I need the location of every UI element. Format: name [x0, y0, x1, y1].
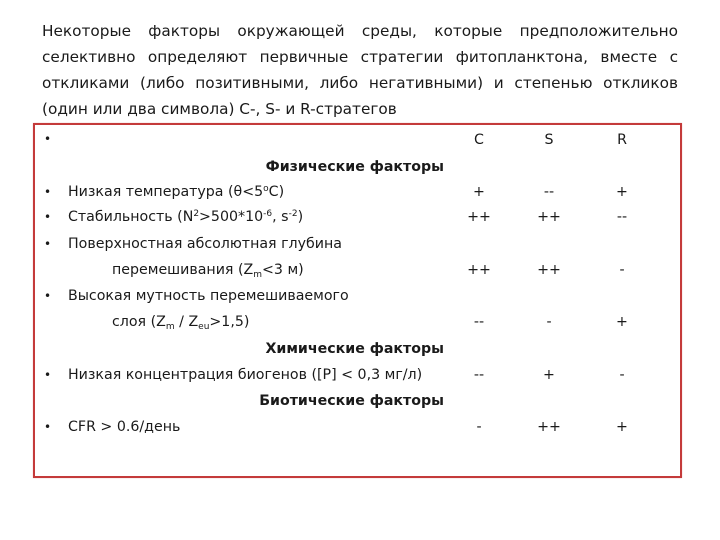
value-low-temperature-c: + — [473, 184, 485, 200]
bullet: • — [44, 289, 52, 303]
row-label-mixing-depth-line2: перемешивания ($Z_m<3$ м) — [112, 262, 304, 280]
bullet: • — [44, 420, 52, 434]
value-cfr-s: ++ — [537, 419, 561, 435]
value-low-temperature-s: -- — [543, 184, 555, 200]
value-turbidity-s: - — [546, 314, 552, 330]
value-stability-s: ++ — [537, 209, 561, 225]
bullet: • — [44, 237, 52, 251]
row-label-mixing-depth-line1: Поверхностная абсолютная глубина — [68, 236, 342, 252]
column-header-c: C — [474, 132, 484, 148]
value-turbidity-c: -- — [473, 314, 485, 330]
value-low-nutrients-c: -- — [473, 367, 485, 383]
value-stability-c: ++ — [467, 209, 491, 225]
slide-title: Некоторые факторы окружающей среды, которые предположительно селективно определяют первичные стратегии фитопланктона, вместе с откликами (либо позитивными, либо негативными) и степенью откликов (один или два символа) С-, S- и R-стратегов — [42, 22, 678, 118]
bullet: • — [44, 132, 52, 146]
heading-chemical-factors: Химические факторы — [265, 341, 444, 357]
row-label-cfr: CFR > 0.6/день — [68, 419, 181, 435]
heading-biotic-factors: Биотические факторы — [259, 393, 444, 409]
value-mixing-depth-r: - — [619, 262, 625, 278]
row-label-stability: Стабильность ($N^2>500*10^{-6}$, $s^{-2}$) — [68, 209, 304, 225]
value-mixing-depth-c: ++ — [467, 262, 491, 278]
value-turbidity-r: + — [616, 314, 628, 330]
value-mixing-depth-s: ++ — [537, 262, 561, 278]
bullet: • — [44, 185, 52, 199]
value-low-nutrients-s: + — [543, 367, 555, 383]
value-cfr-c: - — [476, 419, 482, 435]
row-label-turbidity-line2: слоя $(Z_m / Z_{eu}>1,5)$ — [112, 314, 250, 332]
column-header-r: R — [617, 132, 627, 148]
bullet: • — [44, 368, 52, 382]
row-label-low-temperature: Низкая температура $(\theta<5^oC)$ — [68, 184, 285, 200]
heading-physical-factors: Физические факторы — [265, 159, 444, 175]
value-low-temperature-r: + — [616, 184, 628, 200]
row-label-turbidity-line1: Высокая мутность перемешиваемого — [68, 288, 349, 304]
value-stability-r: -- — [616, 209, 628, 225]
value-low-nutrients-r: - — [619, 367, 625, 383]
column-header-s: S — [544, 132, 554, 148]
row-label-low-nutrients: Низкая концентрация биогенов ([P] < 0,3 мг/л) — [68, 367, 423, 383]
bullet: • — [44, 210, 52, 224]
value-cfr-r: + — [616, 419, 628, 435]
